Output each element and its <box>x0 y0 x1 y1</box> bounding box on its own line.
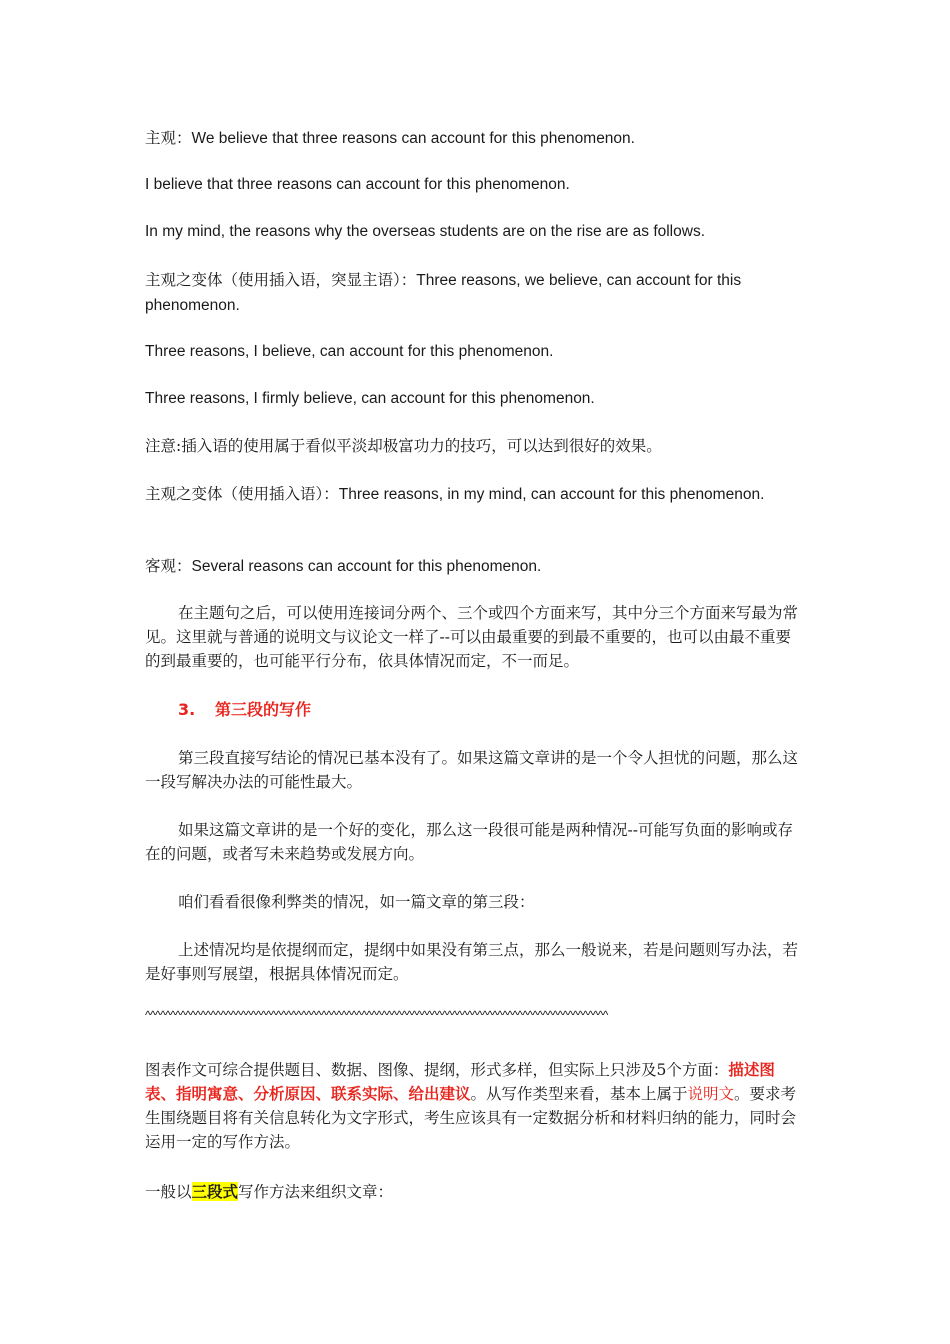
chart-essay-type-lead: 。从写作类型来看，基本上属于 <box>470 1085 688 1103</box>
sentence-three-reasons-in-my-mind: Three reasons, in my mind, can account for this phenomenon. <box>338 486 765 503</box>
section-3-number: 3. <box>178 700 196 719</box>
paragraph-third-2: 如果这篇文章讲的是一个好的变化，那么这一段很可能是两种情况--可能写负面的影响或存在的问题，或者写未来趋势或发展方向。 <box>145 821 793 863</box>
chart-essay-intro: 图表作文可综合提供题目、数据、图像、提纲，形式多样，但实际上只涉及5个方面： <box>145 1061 729 1079</box>
chart-essay-expository: 说明文 <box>687 1085 735 1103</box>
line-objective <box>145 554 805 579</box>
chart-essay-five-aspects: 描述图表、指明寓意、分析原因、联系实际、给出建议 <box>145 1060 775 1103</box>
sentence-in-my-mind: In my mind, the reasons why the overseas students are on the rise are as follows. <box>145 223 705 240</box>
caret-separator: ^^^^^^^^^^^^^^^^^^^^^^^^^^^^^^^^^^^^^^^^^^^^^^^^^^^^^^^^^^^^^^^^^^^^^^^^^^^^^^^^^^^^^^^^^^^^ <box>145 1008 608 1022</box>
sentence-we-believe: We believe that three reasons can account for this phenomenon. <box>191 130 635 147</box>
note-parenthesis: 注意:插入语的使用属于看似平淡却极富功力的技巧，可以达到很好的效果。 <box>145 437 662 455</box>
line-subjective <box>145 126 805 151</box>
sentence-several-reasons: Several reasons can account for this phenomenon. <box>191 558 542 575</box>
label-subjective-variant-1: 主观之变体（使用插入语，突显主语）： <box>145 271 417 289</box>
three-paragraph-highlight: 三段式 <box>191 1182 239 1201</box>
sentence-three-reasons-i-believe: Three reasons, I believe, can account for this phenomenon. <box>145 343 554 360</box>
sentence-three-reasons-we-believe: Three reasons, we believe, can account for this phenomenon. <box>145 272 742 314</box>
section-3-heading <box>178 698 311 722</box>
paragraph-third-1: 第三段直接写结论的情况已基本没有了。如果这篇文章讲的是一个令人担忧的问题，那么这一段写解决办法的可能性最大。 <box>145 749 799 791</box>
sentence-i-believe: I believe that three reasons can account for this phenomenon. <box>145 176 570 193</box>
three-paragraph-pre: 一般以 <box>145 1183 192 1201</box>
line-subjective-variant-2 <box>145 482 805 507</box>
sentence-three-reasons-firmly: Three reasons, I firmly believe, can account for this phenomenon. <box>145 390 595 407</box>
paragraph-structure: 在主题句之后，可以使用连接词分两个、三个或四个方面来写，其中分三个方面来写最为常见。这里就与普通的说明文与议论文一样了--可以由最重要的到最不重要的，也可以由最不重要的到最重要的，也可能平行分布，依具体情况而定，不一而足。 <box>145 604 799 670</box>
chart-essay-requirements: 。要求考生围绕题目将有关信息转化为文字形式，考生应该具有一定数据分析和材料归纳的能力，同时会运用一定的写作方法。 <box>145 1085 797 1151</box>
three-paragraph-post: 写作方法来组织文章： <box>238 1183 394 1201</box>
label-subjective: 主观： <box>145 129 192 147</box>
section-3-title: 第三段的写作 <box>215 700 312 719</box>
line-three-paragraph <box>145 1180 805 1204</box>
label-subjective-variant-2: 主观之变体（使用插入语）： <box>145 485 339 503</box>
label-objective: 客观： <box>145 557 192 575</box>
paragraph-chart-essay <box>145 1058 805 1154</box>
paragraph-third-3: 咱们看看很像利弊类的情况，如一篇文章的第三段： <box>178 893 535 911</box>
line-subjective-variant-1 <box>145 268 805 318</box>
paragraph-third-4: 上述情况均是依提纲而定，提纲中如果没有第三点，那么一般说来，若是问题则写办法，若是好事则写展望，根据具体情况而定。 <box>145 941 799 983</box>
